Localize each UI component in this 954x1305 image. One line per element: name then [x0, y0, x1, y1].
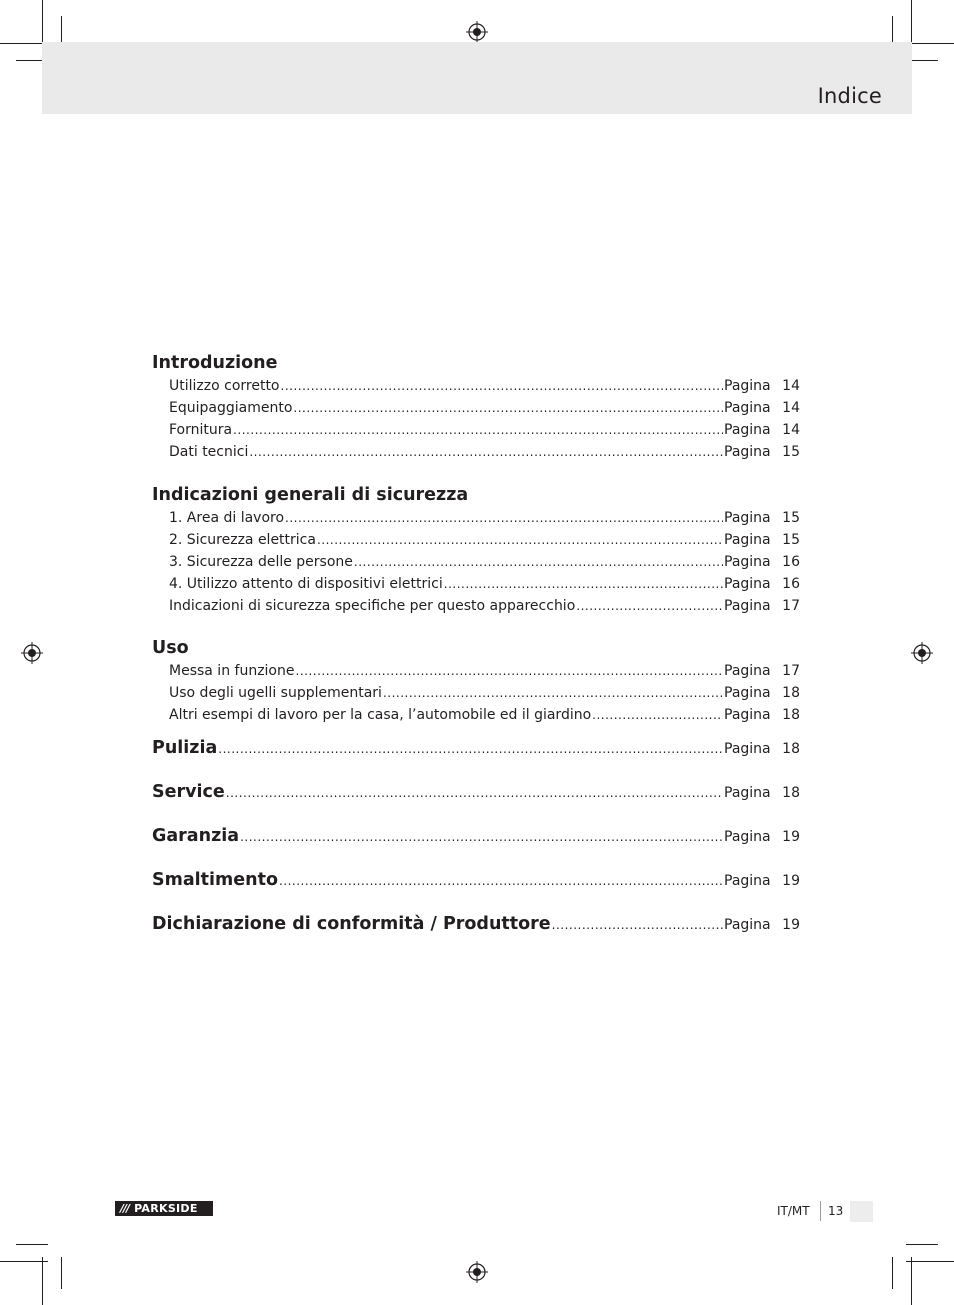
registration-mark-icon [911, 642, 933, 664]
toc-entry-page-number: 15 [782, 532, 800, 548]
toc-entry-page-number: 16 [782, 554, 800, 570]
page-title: Indice [817, 84, 882, 108]
dot-leader [279, 859, 723, 903]
toc-entry-label: Indicazioni di sicurezza specifiche per questo apparecchio [169, 598, 576, 614]
registration-mark-icon [466, 1261, 488, 1283]
crop-mark [42, 0, 43, 48]
toc-entry[interactable] [152, 397, 800, 419]
crop-mark [911, 1257, 912, 1305]
toc-entry[interactable] [152, 441, 800, 463]
toc-chapter-label: Pulizia [152, 738, 218, 758]
toc-entry[interactable] [152, 704, 800, 726]
footer-divider [820, 1201, 821, 1221]
dot-leader [552, 903, 723, 947]
toc-entry-page-number: 18 [782, 741, 800, 757]
toc-entry-page-number: 18 [782, 707, 800, 723]
toc-entry-label: Altri esempi di lavoro per la casa, l’automobile ed il giardino [169, 707, 592, 723]
crop-mark [911, 0, 912, 48]
toc-entry-label: Dati tecnici [169, 444, 249, 460]
parkside-logo [115, 1201, 213, 1216]
toc-entry-label: 3. Sicurezza delle persone [169, 554, 353, 570]
dot-leader [296, 660, 724, 682]
crop-mark [906, 1261, 954, 1262]
toc-entry[interactable] [152, 529, 800, 551]
toc-entry-page-word: Pagina [724, 741, 771, 757]
dot-leader [354, 551, 723, 573]
dot-leader [576, 595, 723, 617]
toc-entry[interactable] [152, 419, 800, 441]
toc-chapter-label: Service [152, 782, 225, 802]
toc-entry-page-number: 17 [782, 598, 800, 614]
dot-leader [281, 375, 724, 397]
crop-mark [0, 1261, 48, 1262]
toc-chapter-entry[interactable] [152, 770, 800, 814]
toc-section-sicurezza [152, 484, 800, 617]
dot-leader [285, 507, 723, 529]
crop-mark [906, 1244, 938, 1245]
toc-entry-page-number: 15 [782, 444, 800, 460]
toc-entry-page-number: 18 [782, 685, 800, 701]
toc-entry-page-word: Pagina [724, 444, 771, 460]
registration-mark-icon [466, 21, 488, 43]
section-title: Indicazioni generali di sicurezza [152, 485, 469, 505]
crop-mark [892, 1257, 893, 1289]
toc-entry-page-word: Pagina [724, 576, 771, 592]
toc-entry-page-number: 14 [782, 400, 800, 416]
toc-entry-label: Equipaggiamento [169, 400, 293, 416]
toc-entry[interactable] [152, 595, 800, 617]
toc-entry[interactable] [152, 551, 800, 573]
toc-entry-page-word: Pagina [724, 663, 771, 679]
toc-entry[interactable] [152, 507, 800, 529]
dot-leader [233, 419, 723, 441]
toc-entry-page-number: 17 [782, 663, 800, 679]
toc-entry-page-number: 16 [782, 576, 800, 592]
toc-section-uso [152, 637, 800, 726]
toc-entry-page-number: 14 [782, 378, 800, 394]
section-title: Introduzione [152, 353, 278, 373]
toc-entry-page-word: Pagina [724, 829, 771, 845]
dot-leader [240, 815, 723, 859]
dot-leader [218, 727, 723, 771]
toc-entry-label: Uso degli ugelli supplementari [169, 685, 382, 701]
toc-entry-label: 2. Sicurezza elettrica [169, 532, 316, 548]
toc-entry-page-word: Pagina [724, 378, 771, 394]
toc-entry-page-word: Pagina [724, 707, 771, 723]
toc-entry-page-word: Pagina [724, 422, 771, 438]
toc-chapter-entry[interactable] [152, 726, 800, 770]
section-spacer [152, 463, 800, 484]
toc-chapter-entry[interactable] [152, 858, 800, 902]
toc-chapter-label: Garanzia [152, 826, 240, 846]
toc-entry-page-number: 15 [782, 510, 800, 526]
toc-entry-page-word: Pagina [724, 400, 771, 416]
toc-entry-page-word: Pagina [724, 532, 771, 548]
section-spacer [152, 617, 800, 637]
brand-mark: /// [120, 1202, 130, 1215]
toc-entry-label: Messa in funzione [169, 663, 295, 679]
toc-entry[interactable] [152, 375, 800, 397]
toc-entry-page-word: Pagina [724, 917, 771, 933]
toc-entry-page-word: Pagina [724, 873, 771, 889]
dot-leader [444, 573, 723, 595]
footer-tab [850, 1201, 873, 1222]
crop-mark [16, 1244, 48, 1245]
dot-leader [383, 682, 723, 704]
toc-entry[interactable] [152, 660, 800, 682]
dot-leader [592, 704, 723, 726]
toc-entry[interactable] [152, 573, 800, 595]
header-band [42, 42, 912, 114]
section-title: Uso [152, 638, 189, 658]
toc-entry[interactable] [152, 682, 800, 704]
crop-mark [61, 1257, 62, 1289]
toc-entry-page-word: Pagina [724, 598, 771, 614]
toc-entry-page-number: 19 [782, 873, 800, 889]
crop-mark [42, 1257, 43, 1305]
crop-mark [0, 43, 48, 44]
toc-chapter-entry[interactable] [152, 814, 800, 858]
dot-leader [249, 441, 723, 463]
dot-leader [226, 771, 723, 815]
toc-entry-page-number: 19 [782, 829, 800, 845]
toc-entry-page-number: 18 [782, 785, 800, 801]
toc-chapter-label: Dichiarazione di conformità / Produttore [152, 914, 551, 934]
toc-entry-label: Fornitura [169, 422, 233, 438]
brand-name: PARKSIDE [134, 1202, 198, 1215]
toc-chapter-label: Smaltimento [152, 870, 278, 890]
registration-mark-icon [21, 642, 43, 664]
language-code: IT/MT [777, 1204, 810, 1218]
toc-entry-label: Utilizzo corretto [169, 378, 280, 394]
toc-entry-page-number: 14 [782, 422, 800, 438]
toc-chapter-entry[interactable] [152, 902, 800, 946]
toc-entry-page-word: Pagina [724, 685, 771, 701]
toc-entry-page-word: Pagina [724, 554, 771, 570]
table-of-contents [152, 352, 800, 946]
dot-leader [317, 529, 723, 551]
dot-leader [293, 397, 723, 419]
toc-entry-page-word: Pagina [724, 510, 771, 526]
toc-entry-page-number: 19 [782, 917, 800, 933]
toc-entry-label: 1. Area di lavoro [169, 510, 285, 526]
toc-entry-page-word: Pagina [724, 785, 771, 801]
toc-section-introduzione [152, 352, 800, 463]
crop-mark [906, 43, 954, 44]
toc-entry-label: 4. Utilizzo attento di dispositivi elettrici [169, 576, 443, 592]
page-number: 13 [828, 1204, 844, 1218]
